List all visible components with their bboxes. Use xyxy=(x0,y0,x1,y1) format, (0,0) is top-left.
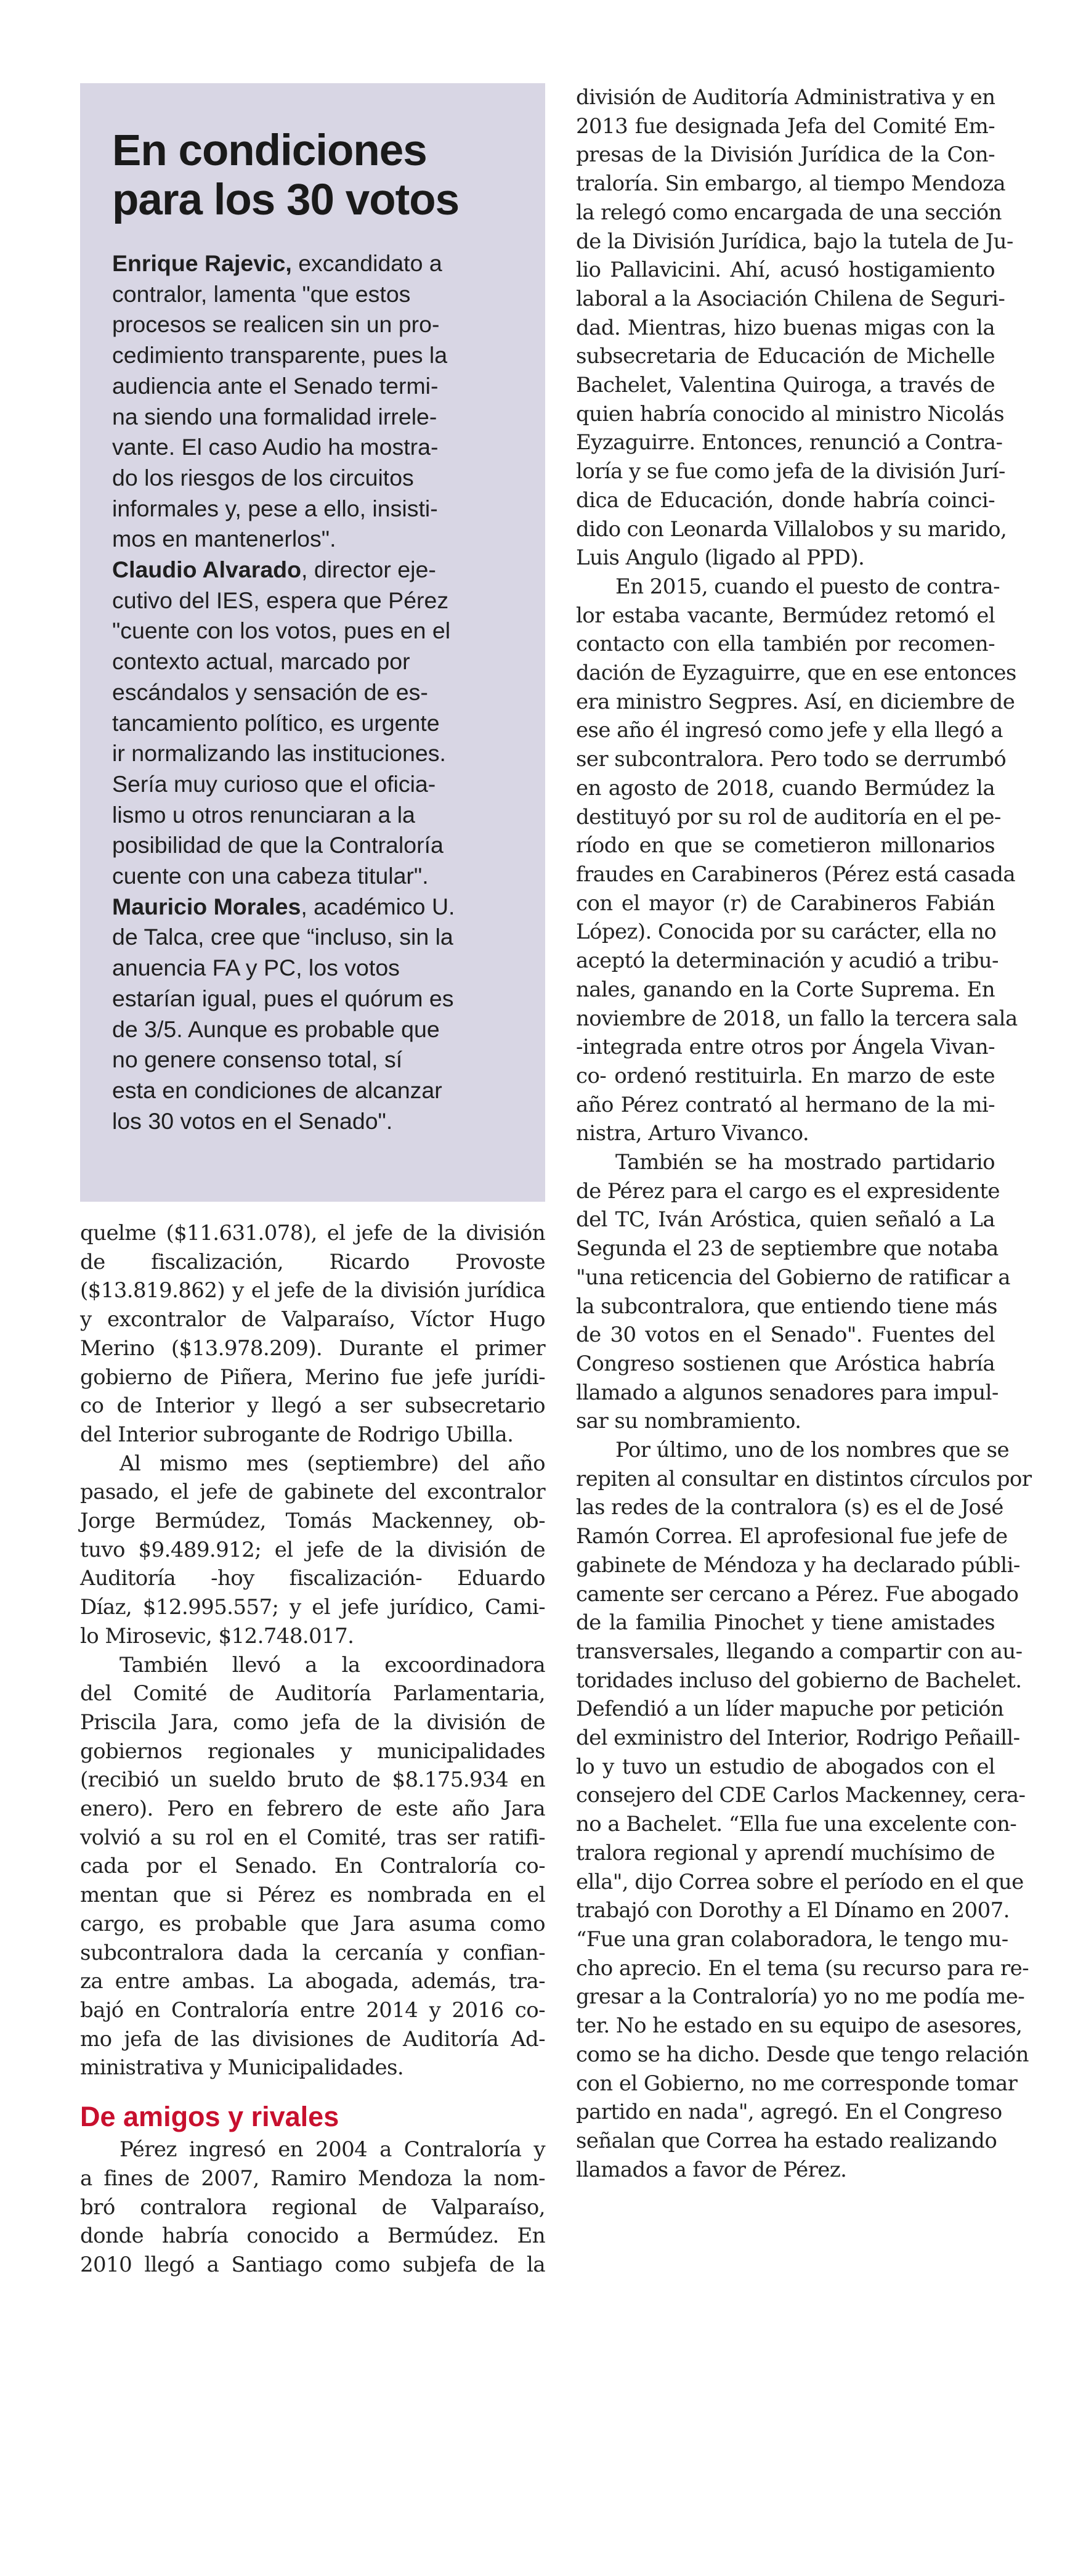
sidebar-text-run: contralor, lamenta "que estos xyxy=(112,280,411,307)
body-line: llamados a favor de Pérez. xyxy=(576,2157,847,2182)
body-line: mo jefa de las divisiones de Auditoría Ad- xyxy=(80,2026,545,2052)
body-line: destituyó por su rol de auditoría en el pe- xyxy=(576,804,1001,829)
body-line: partido en nada", agregó. En el Congreso xyxy=(576,2100,1002,2125)
body-line: señalan que Correa ha estado realizando xyxy=(576,2128,997,2153)
body-line: 2010 llegó a Santiago como subjefa de la xyxy=(80,2252,545,2277)
body-line: cho aprecio. En el tema (su recurso para re- xyxy=(576,1955,1029,1981)
left-column xyxy=(80,83,545,2280)
sidebar-text-run: anuencia FA y PC, los votos xyxy=(112,955,400,981)
body-line: cada por el Senado. En Contraloría co- xyxy=(80,1854,545,1879)
body-line: dación de Eyzaguirre, que en ese entonces xyxy=(576,661,1016,686)
body-line: 2013 fue designada Jefa del Comité Em- xyxy=(576,113,995,139)
sidebar-text-run: "cuente con los votos, pues en el xyxy=(112,618,451,644)
body-line: Pérez ingresó en 2004 a Contraloría y xyxy=(120,2137,545,2162)
body-line: Congreso sostienen que Aróstica habría xyxy=(576,1351,995,1376)
body-line: ($13.819.862) y el jefe de la división jurídica xyxy=(80,1278,545,1303)
sidebar-text-run: , académico U. xyxy=(301,893,455,919)
sidebar-box xyxy=(80,83,545,1202)
body-line: ese año él ingresó como jefe y ella llegó a xyxy=(576,718,1003,743)
sidebar-text-run: de 3/5. Aunque es probable que xyxy=(112,1016,440,1042)
sidebar-title-line: En condiciones xyxy=(112,126,427,175)
sidebar-line xyxy=(112,1075,517,1106)
body-line: del Comité de Auditoría Parlamentaria, xyxy=(80,1681,545,1706)
body-line: mentan que si Pérez es nombrada en el xyxy=(80,1883,545,1908)
body-line: za entre ambas. La abogada, además, tra- xyxy=(80,1969,545,1994)
sidebar-line xyxy=(112,402,517,433)
body-line: gobiernos regionales y municipalidades xyxy=(80,1738,545,1764)
body-line: de la familia Pinochet y tiene amistades xyxy=(576,1610,995,1636)
body-line: Priscila Jara, como jefa de la división de xyxy=(80,1710,545,1735)
body-line: lo y tuvo un estudio de abogados con el xyxy=(576,1754,995,1779)
body-line: (recibió un sueldo bruto de $8.175.934 en xyxy=(80,1767,545,1793)
sidebar-text-run: cuente con una cabeza titular". xyxy=(112,863,429,889)
sidebar-text-run: vante. El caso Audio ha mostra- xyxy=(112,434,439,460)
sidebar-line xyxy=(112,371,517,402)
body-line: lor estaba vacante, Bermúdez retomó el xyxy=(576,603,995,628)
body-line: López). Conocida por su carácter, ella no xyxy=(576,919,997,945)
body-line: volvió a su rol en el Comité, tras ser ratifi- xyxy=(80,1825,545,1850)
body-line: gresar a la Contraloría) yo no me podía me- xyxy=(576,1984,1025,2010)
body-line: del Interior subrogante de Rodrigo Ubilla. xyxy=(80,1422,514,1447)
sidebar-text-run: Sería muy curioso que el oficia- xyxy=(112,770,436,797)
body-line: Jorge Bermúdez, Tomás Mackenney, ob- xyxy=(80,1509,545,1534)
sidebar-text-run: informales y, pese a ello, insisti- xyxy=(112,495,438,521)
body-line: gabinete de Méndoza y ha declarado públi- xyxy=(576,1552,1020,1578)
body-line: gobierno de Piñera, Merino fue jefe jurídi- xyxy=(80,1364,545,1390)
body-line: dido con Leonarda Villalobos y su marido, xyxy=(576,516,1007,542)
sidebar-line xyxy=(112,432,517,463)
body-line: ella", dijo Correa sobre el período en el que xyxy=(576,1869,1024,1894)
body-line: toridades incluso del gobierno de Bachelet. xyxy=(576,1668,1022,1693)
sidebar-text-run: cutivo del IES, espera que Pérez xyxy=(112,587,449,613)
sidebar-text-run: cedimiento transparente, pues la xyxy=(112,342,448,369)
sidebar-line xyxy=(112,646,517,677)
sidebar-text-run: lismo u otros renunciaran a la xyxy=(112,801,415,828)
sidebar-speaker-name: Enrique Rajevic, xyxy=(112,250,292,276)
body-line: aceptó la determinación y acudió a tribu- xyxy=(576,948,999,974)
body-line: Por último, uno de los nombres que se xyxy=(615,1438,1009,1463)
sidebar-text-run: ir normalizando las instituciones. xyxy=(112,740,446,767)
sidebar-line xyxy=(112,524,517,555)
body-line: dica de Educación, donde habría coinci- xyxy=(576,487,995,513)
body-line: era ministro Segpres. Así, en diciembre de xyxy=(576,689,1015,714)
sidebar-text-run: procesos se realicen sin un pro- xyxy=(112,311,440,338)
body-line: dad. Mientras, hizo buenas migas con la xyxy=(576,315,995,340)
body-line: noviembre de 2018, un fallo la tercera sala xyxy=(576,1006,1018,1031)
body-line: En 2015, cuando el puesto de contra- xyxy=(615,574,1000,599)
body-line: ter. No he estado en su equipo de asesores, xyxy=(576,2013,1023,2039)
sidebar-text-run: excandidato a xyxy=(291,250,442,276)
sidebar-text-run: estarían igual, pues el quórum es xyxy=(112,985,454,1011)
right-column xyxy=(576,83,1032,2184)
body-line: trabajó con Dorothy a El Dínamo en 2007. xyxy=(576,1898,1010,1923)
sidebar-text-run: mos en mantenerlos". xyxy=(112,526,336,552)
body-line: y excontralor de Valparaíso, Víctor Hugo xyxy=(80,1307,545,1332)
sidebar-line xyxy=(112,494,517,524)
right-body-text xyxy=(576,83,1032,2184)
body-line: enero). Pero en febrero de este año Jara xyxy=(80,1796,545,1822)
body-line: laboral a la Asociación Chilena de Seguri- xyxy=(576,286,1005,311)
body-line: la subcontralora, que entiendo tiene más xyxy=(576,1294,997,1319)
body-line: camente ser cercano a Pérez. Fue abogado xyxy=(576,1581,1019,1607)
body-line: subcontralora dada la cercanía y confian- xyxy=(80,1940,545,1965)
body-line: división de Auditoría Administrativa y en xyxy=(576,85,995,110)
body-line: las redes de la contralora (s) es el de José xyxy=(576,1495,1003,1520)
body-line: del TC, Iván Aróstica, quien señaló a La xyxy=(576,1207,995,1233)
body-line: ser subcontralora. Pero todo se derrumbó xyxy=(576,747,1007,772)
body-line: ríodo en que se cometieron millonarios xyxy=(576,833,995,858)
body-line: lio Pallavicini. Ahí, acusó hostigamiento xyxy=(576,258,995,283)
body-line: fraudes en Carabineros (Pérez está casada xyxy=(576,862,1016,887)
sidebar-text-run: escándalos y sensación de es- xyxy=(112,679,428,705)
body-line: año Pérez contrató al hermano de la mi- xyxy=(576,1092,995,1117)
body-line: Bachelet, Valentina Quiroga, a través de xyxy=(576,373,995,398)
body-line: co de Interior y llegó a ser subsecretario xyxy=(80,1393,545,1419)
body-line: Luis Angulo (ligado al PPD). xyxy=(576,545,865,571)
body-line: Díaz, $12.995.557; y el jefe jurídico, Cami- xyxy=(80,1595,545,1620)
sidebar-line xyxy=(112,1045,517,1075)
sidebar-line xyxy=(112,340,517,371)
sidebar-text xyxy=(112,248,517,1136)
body-line: lo Mirosevic, $12.748.017. xyxy=(80,1623,354,1649)
body-line: tralora regional y aprendí muchísimo de xyxy=(576,1840,995,1865)
left-body xyxy=(80,1219,545,2280)
sidebar-line xyxy=(112,953,517,984)
body-line: transversales, llegando a compartir con au- xyxy=(576,1639,1023,1664)
sidebar-line xyxy=(112,677,517,708)
body-line: presas de la División Jurídica de la Con- xyxy=(576,142,995,168)
sidebar-line xyxy=(112,585,517,616)
body-line: Al mismo mes (septiembre) del año xyxy=(120,1451,545,1476)
body-line: contacto con ella también por recomen- xyxy=(576,632,995,657)
body-line: Defendió a un líder mapuche por petición xyxy=(576,1697,1004,1722)
body-line: -integrada entre otros por Ángela Vivan- xyxy=(576,1035,995,1060)
section-subhead: De amigos y rivales xyxy=(80,2101,339,2133)
body-line: de 30 votos en el Senado". Fuentes del xyxy=(576,1323,995,1348)
sidebar-line xyxy=(112,463,517,494)
sidebar-line xyxy=(112,922,517,953)
body-line: repiten al consultar en distintos círculos por xyxy=(576,1466,1032,1491)
sidebar-line xyxy=(112,616,517,646)
sidebar-text-run: esta en condiciones de alcanzar xyxy=(112,1077,442,1103)
body-line: de la División Jurídica, bajo la tutela de Ju- xyxy=(576,229,1013,254)
sidebar-speaker-name: Mauricio Morales xyxy=(112,893,301,919)
sidebar-line xyxy=(112,892,517,923)
sidebar-line xyxy=(112,861,517,892)
body-line: en agosto de 2018, cuando Bermúdez la xyxy=(576,775,995,801)
sidebar-text-run: , director eje- xyxy=(301,556,436,583)
sidebar-line xyxy=(112,800,517,831)
sidebar-line xyxy=(112,769,517,800)
body-line: a fines de 2007, Ramiro Mendoza la nom- xyxy=(80,2166,545,2191)
sidebar-title xyxy=(112,126,517,225)
body-line: como se ha dicho. Desde que tengo relación xyxy=(576,2042,1029,2067)
sidebar-line xyxy=(112,555,517,585)
sidebar-title-line: para los 30 votos xyxy=(112,176,460,224)
body-line: tuvo $9.489.912; el jefe de la división de xyxy=(80,1537,545,1562)
sidebar-text-run: do los riesgos de los circuitos xyxy=(112,464,414,491)
body-line: no a Bachelet. “Ella fue una excelente con- xyxy=(576,1812,1017,1837)
body-line: bajó en Contraloría entre 2014 y 2016 co- xyxy=(80,1997,545,2023)
sidebar-text-run: audiencia ante el Senado termi- xyxy=(112,372,439,399)
body-line: traloría. Sin embargo, al tiempo Mendoza xyxy=(576,171,1006,197)
body-line: llamado a algunos senadores para impul- xyxy=(576,1380,999,1405)
body-line: quelme ($11.631.078), el jefe de la división xyxy=(80,1221,545,1245)
sidebar-line xyxy=(112,309,517,340)
sidebar-text-run: posibilidad de que la Contraloría xyxy=(112,832,444,858)
body-line: También se ha mostrado partidario xyxy=(615,1150,995,1175)
body-line: co- ordenó restituirla. En marzo de este xyxy=(576,1063,995,1088)
sidebar-text-run: tancamiento político, es urgente xyxy=(112,709,440,736)
body-line: Ramón Correa. El aprofesional fue jefe de xyxy=(576,1524,1008,1549)
body-line: de Pérez para el cargo es el expresidente xyxy=(576,1178,1000,1204)
body-line: "una reticencia del Gobierno de ratificar a xyxy=(576,1265,1010,1290)
sidebar-line xyxy=(112,708,517,739)
sidebar-line xyxy=(112,830,517,861)
body-line: de fiscalización, Ricardo Provoste xyxy=(80,1249,545,1274)
body-line: la relegó como encargada de una sección xyxy=(576,200,1002,225)
body-line: Auditoría -hoy fiscalización- Eduardo xyxy=(80,1566,545,1591)
sidebar-speaker-name: Claudio Alvarado xyxy=(112,556,301,583)
sidebar-line xyxy=(112,1014,517,1045)
body-line: quien habría conocido al ministro Nicolás xyxy=(576,401,1004,426)
body-line: nistra, Arturo Vivanco. xyxy=(576,1121,809,1146)
sidebar-line xyxy=(112,248,517,279)
body-line: bró contralora regional de Valparaíso, xyxy=(80,2195,545,2220)
body-line: También llevó a la excoordinadora xyxy=(120,1652,545,1677)
body-line: del exministro del Interior, Rodrigo Peñaill- xyxy=(576,1726,1020,1751)
sidebar-text-run: no genere consenso total, sí xyxy=(112,1046,403,1073)
sidebar-text-run: de Talca, cree que “incluso, sin la xyxy=(112,924,453,950)
sidebar-line xyxy=(112,279,517,310)
left-body-text xyxy=(80,1219,545,2082)
body-line: consejero del CDE Carlos Mackenney, cera- xyxy=(576,1783,1026,1808)
body-line: “Fue una gran colaboradora, le tengo mu- xyxy=(576,1927,1008,1952)
body-line: pasado, el jefe de gabinete del excontralor xyxy=(80,1480,545,1505)
body-line: Merino ($13.978.209). Durante el primer xyxy=(80,1335,545,1361)
body-line: sar su nombramiento. xyxy=(576,1409,801,1434)
body-line: Eyzaguirre. Entonces, renunció a Contra- xyxy=(576,430,1003,455)
body-line: subsecretaria de Educación de Michelle xyxy=(576,344,995,369)
sidebar-text-run: na siendo una formalidad irrele- xyxy=(112,403,437,430)
body-line: ministrativa y Municipalidades. xyxy=(80,2055,404,2081)
sidebar-text-run: contexto actual, marcado por xyxy=(112,648,410,675)
sidebar-line xyxy=(112,738,517,769)
sidebar-text-run: los 30 votos en el Senado". xyxy=(112,1107,393,1134)
body-line: con el mayor (r) de Carabineros Fabián xyxy=(576,891,995,916)
body-line: loría y se fue como jefa de la división Jurí- xyxy=(576,459,1005,484)
body-line: nales, ganando en la Corte Suprema. En xyxy=(576,977,995,1002)
body-line: donde habría conocido a Bermúdez. En xyxy=(80,2223,545,2249)
body-line: cargo, es probable que Jara asuma como xyxy=(80,1911,545,1936)
sidebar-line xyxy=(112,984,517,1014)
body-line: con el Gobierno, no me corresponde tomar xyxy=(576,2071,1018,2096)
body-line: Segunda el 23 de septiembre que notaba xyxy=(576,1236,999,1262)
left-body-text-continued xyxy=(80,2135,545,2280)
sidebar-line xyxy=(112,1106,517,1137)
